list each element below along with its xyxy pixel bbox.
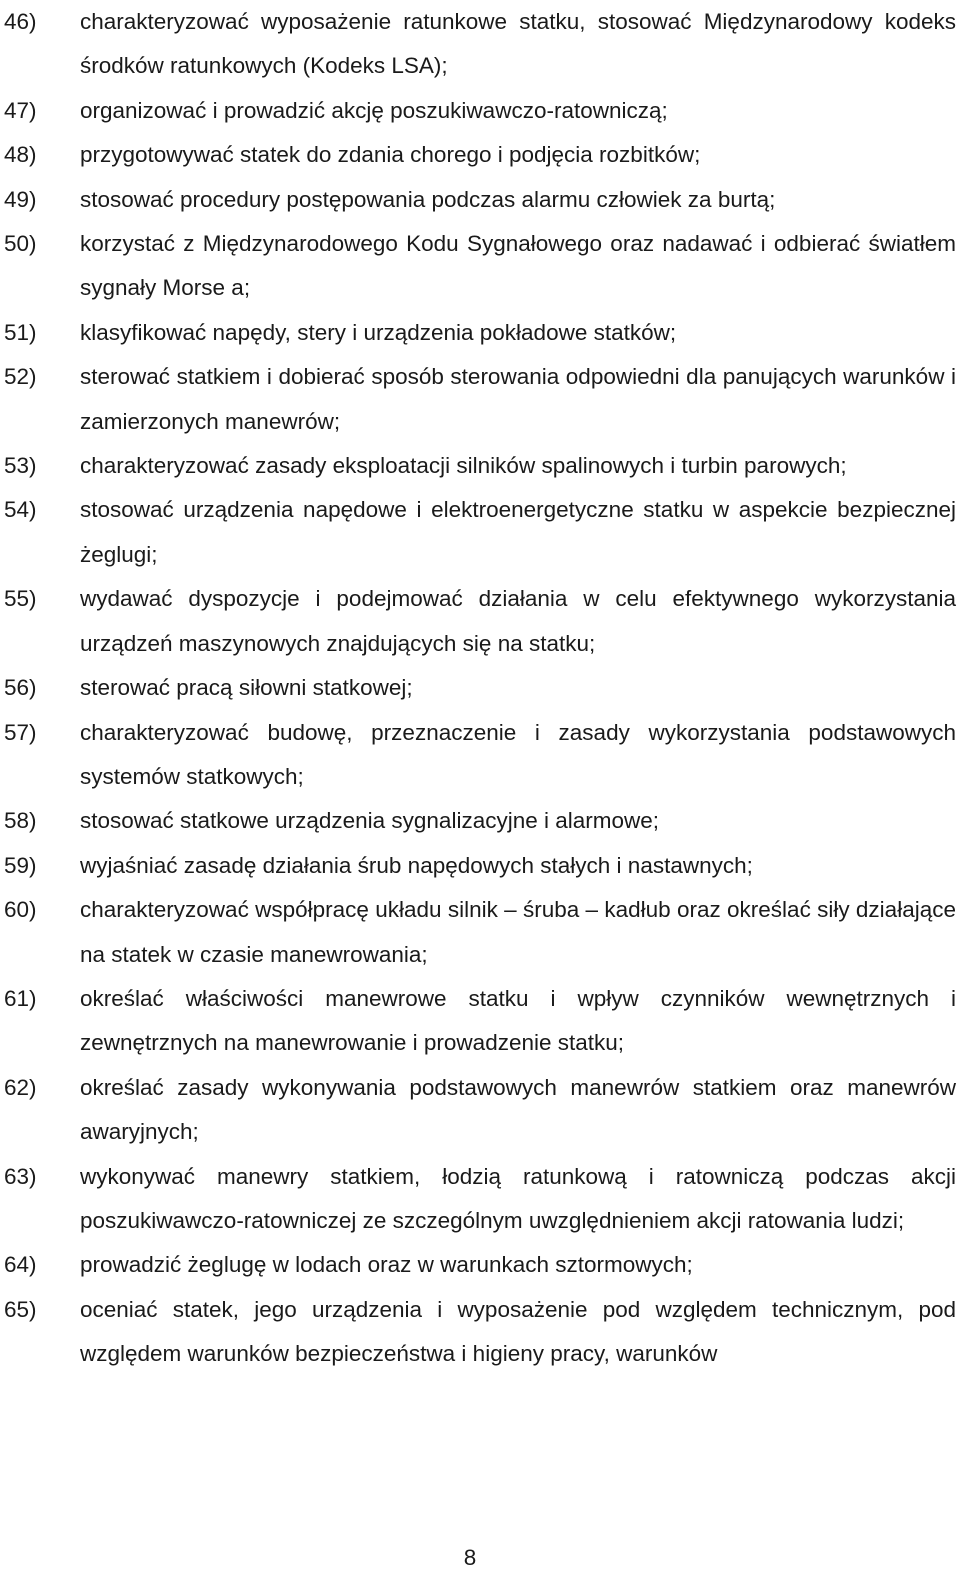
numbered-list bbox=[4, 0, 956, 1377]
item-text: charakteryzować zasady eksploatacji silników spalinowych i turbin parowych; bbox=[80, 453, 847, 479]
item-number: 57) bbox=[4, 719, 37, 745]
list-item bbox=[4, 977, 956, 1066]
list-item bbox=[4, 311, 956, 355]
list-item bbox=[4, 711, 956, 800]
item-text: wyjaśniać zasadę działania śrub napędowych stałych i nastawnych; bbox=[80, 852, 753, 878]
list-item bbox=[4, 799, 956, 843]
list-item bbox=[4, 1243, 956, 1287]
list-item bbox=[4, 888, 956, 977]
list-item bbox=[4, 444, 956, 488]
page-number: 8 bbox=[463, 1545, 477, 1570]
item-number: 49) bbox=[4, 186, 37, 212]
item-text: stosować statkowe urządzenia sygnalizacyjne i alarmowe; bbox=[80, 808, 660, 834]
list-item bbox=[4, 1066, 956, 1155]
item-number: 62) bbox=[4, 1074, 37, 1100]
item-text: charakteryzować wyposażenie ratunkowe statku, stosować Międzynarodowy kodeks środków ratunkowych (Kodeks LSA); bbox=[80, 9, 956, 79]
item-number: 46) bbox=[4, 9, 37, 34]
item-number: 63) bbox=[4, 1163, 37, 1189]
list-item bbox=[4, 133, 956, 177]
item-text: charakteryzować współpracę układu silnik – śruba – kadłub oraz określać siły działające na statek w czasie manewrowania; bbox=[80, 897, 956, 967]
item-number: 56) bbox=[4, 675, 37, 701]
item-number: 59) bbox=[4, 852, 37, 878]
list-item bbox=[4, 222, 956, 311]
item-text: stosować urządzenia napędowe i elektroenergetyczne statku w aspekcie bezpiecznej żeglugi; bbox=[80, 497, 956, 567]
item-text: sterować statkiem i dobierać sposób sterowania odpowiedni dla panujących warunków i zamierzonych manewrów; bbox=[80, 364, 956, 434]
item-text: określać właściwości manewrowe statku i wpływ czynników wewnętrznych i zewnętrznych na manewrowanie i prowadzenie statku; bbox=[80, 985, 956, 1056]
item-text: przygotowywać statek do zdania chorego i podjęcia rozbitków; bbox=[80, 142, 701, 168]
list-item bbox=[4, 488, 956, 577]
item-text: wydawać dyspozycje i podejmować działania w celu efektywnego wykorzystania urządzeń maszynowych znajdujących się na statku; bbox=[80, 586, 956, 656]
item-number: 48) bbox=[4, 142, 37, 168]
item-number: 58) bbox=[4, 808, 37, 834]
item-number: 65) bbox=[4, 1296, 37, 1322]
item-number: 64) bbox=[4, 1252, 37, 1278]
list-item bbox=[4, 0, 956, 89]
list-item bbox=[4, 178, 956, 222]
item-text: organizować i prowadzić akcję poszukiwawczo-ratowniczą; bbox=[80, 97, 668, 123]
item-number: 47) bbox=[4, 97, 37, 123]
list-item bbox=[4, 1155, 956, 1244]
item-text: korzystać z Międzynarodowego Kodu Sygnałowego oraz nadawać i odbierać światłem sygnały Morse a; bbox=[80, 231, 956, 301]
item-number: 60) bbox=[4, 897, 37, 923]
item-text: oceniać statek, jego urządzenia i wyposażenie pod względem technicznym, pod względem warunków bezpieczeństwa i higieny pracy, warunków bbox=[80, 1296, 956, 1367]
item-number: 52) bbox=[4, 364, 37, 390]
item-text: określać zasady wykonywania podstawowych manewrów statkiem oraz manewrów awaryjnych; bbox=[80, 1074, 956, 1145]
list-item bbox=[4, 577, 956, 666]
item-text: charakteryzować budowę, przeznaczenie i zasady wykorzystania podstawowych systemów statkowych; bbox=[80, 719, 956, 789]
list-item bbox=[4, 89, 956, 133]
list-item bbox=[4, 666, 956, 710]
item-number: 54) bbox=[4, 497, 37, 523]
item-text: klasyfikować napędy, stery i urządzenia pokładowe statków; bbox=[80, 319, 677, 345]
list-item bbox=[4, 355, 956, 444]
item-text: wykonywać manewry statkiem, łodzią ratunkową i ratowniczą podczas akcji poszukiwawczo-ratowniczej ze szczególnym uwzględnieniem akcji ratowania ludzi; bbox=[80, 1163, 956, 1233]
list-item bbox=[4, 1288, 956, 1377]
item-number: 55) bbox=[4, 586, 37, 612]
item-text: stosować procedury postępowania podczas alarmu człowiek za burtą; bbox=[80, 186, 776, 212]
list-item bbox=[4, 844, 956, 888]
item-number: 50) bbox=[4, 231, 37, 257]
item-number: 61) bbox=[4, 985, 37, 1011]
item-text: sterować pracą siłowni statkowej; bbox=[80, 675, 413, 701]
item-number: 53) bbox=[4, 453, 37, 479]
item-text: prowadzić żeglugę w lodach oraz w warunkach sztormowych; bbox=[80, 1252, 693, 1278]
item-number: 51) bbox=[4, 319, 37, 345]
